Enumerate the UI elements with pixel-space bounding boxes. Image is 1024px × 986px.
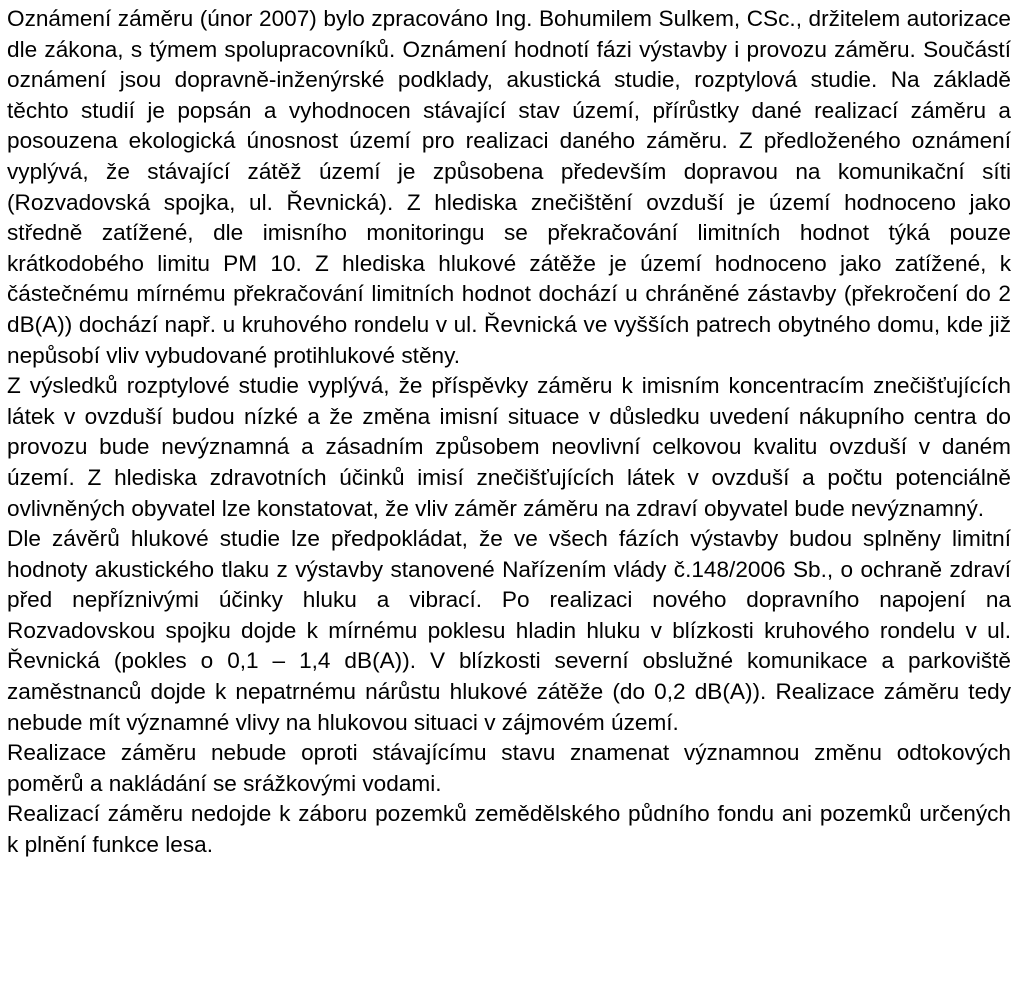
paragraph-dispersion-study: Z výsledků rozptylové studie vyplývá, že příspěvky záměru k imisním koncentracím znečišťujících látek v ovzduší budou nízké a že změna imisní situace v důsledku uvedení nákupního centra do provozu bude nevýznamná a zásadním způsobem neovlivní celkovou kvalitu ovzduší v daném území. Z hlediska zdravotních účinků imisí znečišťujících látek v ovzduší a počtu potenciálně ovlivněných obyvatel lze konstatovat, že vliv záměr záměru na zdraví obyvatel bude nevýznamný. [7, 373, 1011, 521]
paragraph-runoff: Realizace záměru nebude oproti stávajícímu stavu znamenat významnou změnu odtokových poměrů a nakládání se srážkovými vodami. [7, 740, 1011, 796]
paragraph-noise-study: Dle závěrů hlukové studie lze předpokládat, že ve všech fázích výstavby budou splněny limitní hodnoty akustického tlaku z výstavby stanovené Nařízením vlády č.148/2006 Sb., o ochraně zdraví před nepříznivými účinky hluku a vibrací. Po realizaci nového dopravního napojení na Rozvadovskou spojku dojde k mírnému poklesu hladin hluku v blízkosti kruhového rondelu v ul. Řevnická (pokles o 0,1 – 1,4 dB(A)). V blízkosti severní obslužné komunikace a parkoviště zaměstnanců dojde k nepatrnému nárůstu hlukové zátěže (do 0,2 dB(A)). Realizace záměru tedy nebude mít významné vlivy na hlukovou situaci v zájmovém území. [7, 526, 1011, 735]
document-page [7, 4, 1011, 861]
paragraph-announcement-summary: Oznámení záměru (únor 2007) bylo zpracováno Ing. Bohumilem Sulkem, CSc., držitelem autorizace dle zákona, s týmem spolupracovníků. Oznámení hodnotí fázi výstavby i provozu záměru. Součástí oznámení jsou dopravně-inženýrské podklady, akustická studie, rozptylová studie. Na základě těchto studií je popsán a vyhodnocen stávající stav území, přírůstky dané realizací záměru a posouzena ekologická únosnost území pro realizaci daného záměru. Z předloženého oznámení vyplývá, že stávající zátěž území je způsobena především dopravou na komunikační síti (Rozvadovská spojka, ul. Řevnická). Z hlediska znečištění ovzduší je území hodnoceno jako středně zatížené, dle imisního monitoringu se překračování limitních hodnot týká pouze krátkodobého limitu PM 10. Z hlediska hlukové zátěže je území hodnoceno jako zatížené, k částečnému mírnému překračování limitních hodnot dochází u chráněné zástavby (překročení do 2 dB(A)) dochází např. u kruhového rondelu v ul. Řevnická ve vyšších patrech obytného domu, kde již nepůsobí vliv vybudované protihlukové stěny. [7, 6, 1011, 368]
paragraph-land-use: Realizací záměru nedojde k záboru pozemků zemědělského půdního fondu ani pozemků určených k plnění funkce lesa. [7, 801, 1011, 858]
